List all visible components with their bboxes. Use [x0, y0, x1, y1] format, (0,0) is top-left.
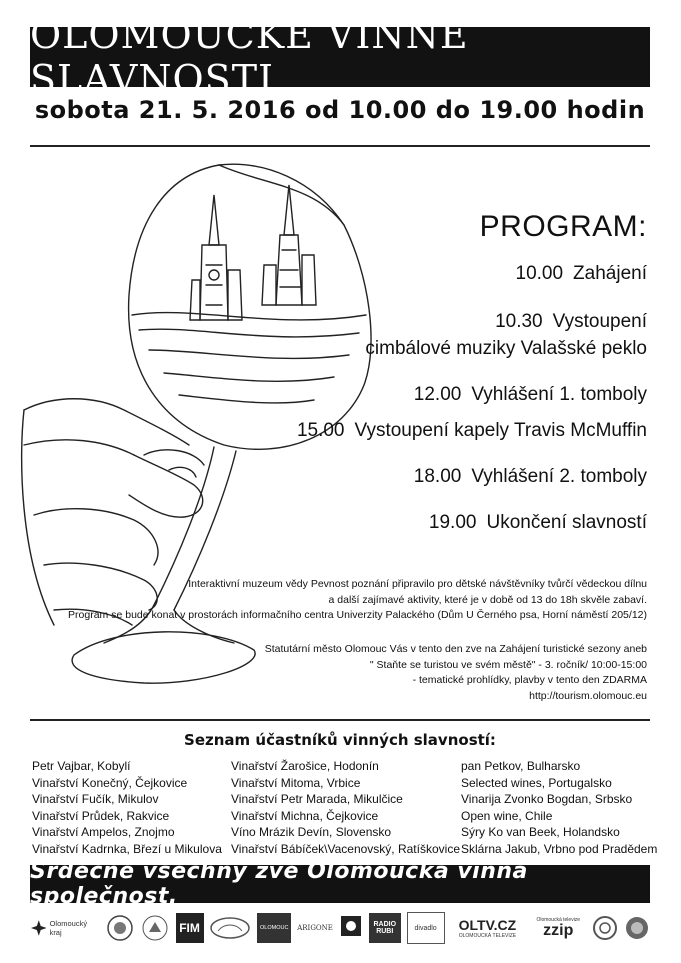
program-text-line2: cimbálové muziky Valašské peklo	[365, 338, 647, 359]
program-text: Vystoupení kapely Travis McMuffin	[354, 420, 647, 441]
list-item: Sýry Ko van Beek, Holandsko	[461, 825, 620, 840]
list-item: Vinařství Kadrnka, Březí u Mikulova	[32, 841, 222, 856]
info-line: - tematické prohlídky, plavby v tento den ZDARMA	[412, 674, 647, 686]
circle-logo-1	[592, 913, 618, 943]
arigone-logo: ARIGONE	[297, 924, 333, 932]
list-item: Vinařství Konečný, Čejkovice	[32, 775, 188, 790]
info-line: " Staňte se turistou ve svém městě" - 3. ročník/ 10:00-15:00	[369, 658, 647, 671]
list-item: Vinařství Fučík, Mikulov	[32, 792, 159, 807]
list-item: Open wine, Chile	[461, 808, 553, 823]
program-item-1	[516, 260, 648, 287]
list-item: Sklárna Jakub, Vrbno pod Pradědem	[461, 841, 658, 856]
seal-logo-2	[140, 913, 170, 943]
info-line: Interaktivní muzeum vědy Pevnost poznání připravilo pro dětské návštěvníky tvůrčí vědeckou dílnu	[188, 578, 647, 590]
event-title: OLOMOUCKÉ VINNÉ SLAVNOSTI	[30, 27, 650, 87]
sponsor-logos	[30, 910, 650, 946]
program-time: 19.00	[428, 512, 477, 533]
program-time: 15.00	[296, 420, 345, 441]
program-text: Vyhlášení 2. tomboly	[471, 466, 647, 487]
program-text: Zahájení	[573, 263, 647, 284]
program-item-5	[414, 463, 647, 490]
city-info	[265, 642, 647, 704]
participants-heading: Seznam účastníků vinných slavností:	[184, 731, 496, 749]
list-item: Vinařství Michna, Čejkovice	[231, 808, 379, 823]
program-item-3	[414, 381, 647, 408]
oltv-logo: OLTV.CZ OLOMOUCKÁ TELEVIZE	[458, 917, 517, 939]
list-item: Vinarija Zvonko Bogdan, Srbsko	[461, 792, 633, 807]
program-text: Vystoupení	[552, 311, 647, 332]
list-item: Víno Mrázik Devín, Slovensko	[231, 825, 392, 840]
program-time: 10.00	[515, 263, 564, 284]
list-item: Vinařství Petr Marada, Mikulčice	[231, 792, 403, 807]
olomouc-logo: OLOMOUC	[257, 913, 291, 943]
list-item: Petr Vajbar, Kobylí	[32, 759, 131, 773]
event-date: sobota 21. 5. 2016 od 10.00 do 19.00 hodin	[34, 96, 646, 124]
program-time: 18.00	[413, 466, 462, 487]
program-time: 10.30	[495, 311, 543, 332]
divider-top	[30, 145, 650, 147]
zzip-logo: Olomoucká televize zzip	[536, 917, 581, 939]
museum-info	[68, 577, 647, 624]
participants-col-1	[32, 758, 222, 858]
invitation-banner: Srdečně všechny zve Olomoucká vinná společnost.	[30, 865, 650, 903]
info-line: Program se bude konat v prostorách informačního centra Univerzity Palackého (Dům U Černého psa, Horní náměstí 205/12)	[68, 609, 647, 621]
list-item: Vinařství Bábíček\Vacenovský, Ratíškovice	[231, 841, 460, 856]
square-logo	[339, 913, 363, 943]
list-item: Vinařství Žarošice, Hodonín	[231, 759, 379, 773]
circle-logo-2	[624, 913, 650, 943]
program-item-6	[429, 509, 647, 536]
fim-logo: FIM	[176, 913, 204, 943]
list-item: Vinařství Ampelos, Znojmo	[32, 825, 175, 840]
divadlo-logo: divadlo	[407, 912, 445, 944]
list-item: Vinařství Průdek, Rakvice	[32, 808, 170, 823]
list-item: pan Petkov, Bulharsko	[461, 759, 581, 773]
radio-rubi-logo: RADIO RUBI	[369, 913, 401, 943]
program-item-2	[365, 308, 647, 362]
participants-col-2	[231, 758, 460, 858]
oval-logo	[209, 913, 251, 943]
info-line: Statutární město Olomouc Vás v tento den zve na Zahájení turistické sezony aneb	[264, 643, 647, 655]
program-heading: PROGRAM:	[479, 210, 647, 243]
list-item: Selected wines, Portugalsko	[461, 775, 612, 790]
program-time: 12.00	[413, 384, 462, 405]
info-line: a další zajímavé aktivity, které je v době od 13 do 18h skvěle zabaví.	[328, 593, 647, 606]
program-item-4	[297, 417, 647, 444]
olomoucky-kraj-logo: Olomoucký kraj	[30, 913, 100, 943]
divider-bottom	[30, 719, 650, 721]
seal-logo-1	[106, 913, 134, 943]
participants-col-3	[461, 758, 657, 858]
list-item: Vinařství Mitoma, Vrbice	[231, 775, 361, 790]
program-text: Ukončení slavností	[486, 512, 647, 533]
program-text: Vyhlášení 1. tomboly	[471, 384, 647, 405]
info-url: http://tourism.olomouc.eu	[529, 689, 647, 702]
